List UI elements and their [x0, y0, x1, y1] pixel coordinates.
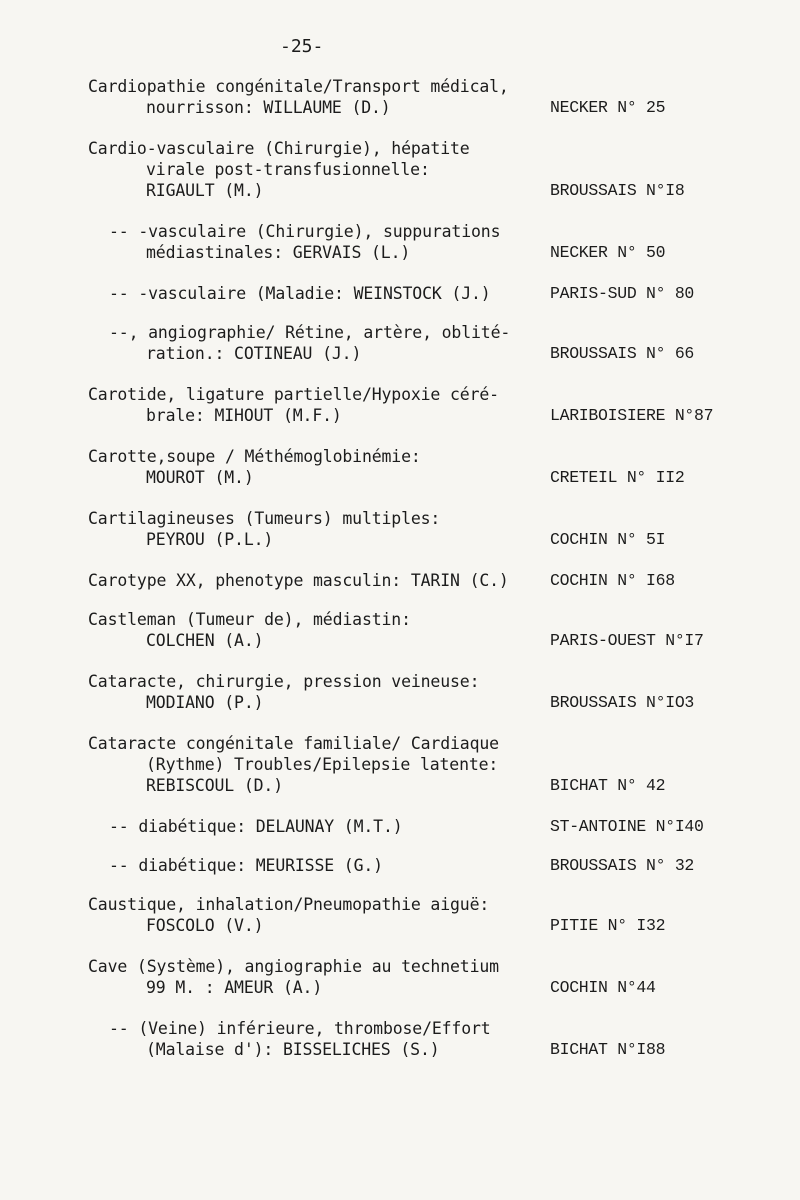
entry-location: NECKER N° 50	[550, 243, 666, 262]
index-entry	[88, 446, 718, 488]
index-entry	[88, 855, 718, 876]
entry-line: brale: MIHOUT (M.F.)	[146, 406, 342, 425]
index-entry	[88, 384, 718, 426]
index-entry	[88, 138, 718, 201]
index-entry	[88, 76, 718, 118]
entry-line: FOSCOLO (V.)	[146, 916, 264, 935]
entry-line: 99 M. : AMEUR (A.)	[146, 978, 323, 997]
entry-location: BROUSSAIS N°IO3	[550, 693, 695, 712]
entry-location: PITIE N° I32	[550, 916, 666, 935]
entry-line: Caustique, inhalation/Pneumopathie aiguë:	[88, 895, 490, 914]
entry-line: -- (Veine) inférieure, thrombose/Effort	[109, 1019, 491, 1038]
index-entry	[88, 283, 718, 304]
entry-line: nourrisson: WILLAUME (D.)	[146, 98, 391, 117]
entry-location: PARIS-OUEST N°I7	[550, 631, 704, 650]
entry-line: virale post-transfusionnelle:	[146, 160, 430, 179]
entry-line: Carotte,soupe / Méthémoglobinémie:	[88, 447, 421, 466]
entry-line: (Rythme) Troubles/Epilepsie latente:	[146, 755, 499, 774]
index-entry	[88, 671, 718, 713]
entry-line: -- -vasculaire (Maladie: WEINSTOCK (J.)	[109, 284, 491, 303]
index-entry	[88, 322, 718, 364]
entry-line: Cave (Système), angiographie au technetium	[88, 957, 499, 976]
entry-line: COLCHEN (A.)	[146, 631, 264, 650]
entry-line: ration.: COTINEAU (J.)	[146, 344, 362, 363]
entry-line: Cataracte, chirurgie, pression veineuse:	[88, 672, 480, 691]
entry-line: -- diabétique: MEURISSE (G.)	[109, 856, 383, 875]
entry-line: (Malaise d'): BISSELICHES (S.)	[146, 1040, 440, 1059]
entry-line: Cardiopathie congénitale/Transport médical,	[88, 77, 509, 96]
entry-line: Cardio-vasculaire (Chirurgie), hépatite	[88, 139, 470, 158]
entry-location: BROUSSAIS N°I8	[550, 181, 685, 200]
index-entry	[88, 221, 718, 263]
entry-line: PEYROU (P.L.)	[146, 530, 274, 549]
entry-location: BROUSSAIS N° 66	[550, 344, 695, 363]
entry-line: MODIANO (P.)	[146, 693, 264, 712]
index-entry	[88, 894, 718, 936]
entry-location: NECKER N° 25	[550, 98, 666, 117]
entry-location: BICHAT N° 42	[550, 776, 666, 795]
entry-line: Cartilagineuses (Tumeurs) multiples:	[88, 509, 441, 528]
index-entry	[88, 733, 718, 796]
entry-location: COCHIN N° I68	[550, 571, 675, 590]
entry-line: médiastinales: GERVAIS (L.)	[146, 243, 411, 262]
index-entry	[88, 570, 718, 591]
entry-location: COCHIN N° 5I	[550, 530, 666, 549]
index-entries	[88, 76, 718, 1080]
entry-location: CRETEIL N° II2	[550, 468, 685, 487]
index-entry	[88, 816, 718, 837]
entry-line: -- diabétique: DELAUNAY (M.T.)	[109, 817, 403, 836]
index-entry	[88, 1018, 718, 1060]
entry-line: MOUROT (M.)	[146, 468, 254, 487]
entry-location: PARIS-SUD N° 80	[550, 284, 695, 303]
entry-location: ST-ANTOINE N°I40	[550, 817, 704, 836]
entry-line: RIGAULT (M.)	[146, 181, 264, 200]
entry-line: Carotide, ligature partielle/Hypoxie céré-	[88, 385, 499, 404]
index-entry	[88, 956, 718, 998]
entry-line: -- -vasculaire (Chirurgie), suppurations	[109, 222, 501, 241]
entry-location: LARIBOISIERE N°87	[550, 406, 714, 425]
page-number: -25-	[280, 36, 324, 57]
entry-location: BROUSSAIS N° 32	[550, 856, 695, 875]
entry-line: REBISCOUL (D.)	[146, 776, 283, 795]
index-entry	[88, 609, 718, 651]
entry-location: COCHIN N°44	[550, 978, 656, 997]
entry-line: Castleman (Tumeur de), médiastin:	[88, 610, 411, 629]
entry-line: Carotype XX, phenotype masculin: TARIN (C.)	[88, 571, 509, 590]
index-entry	[88, 508, 718, 550]
entry-line: --, angiographie/ Rétine, artère, oblité-	[109, 323, 511, 342]
entry-line: Cataracte congénitale familiale/ Cardiaque	[88, 734, 499, 753]
entry-location: BICHAT N°I88	[550, 1040, 666, 1059]
